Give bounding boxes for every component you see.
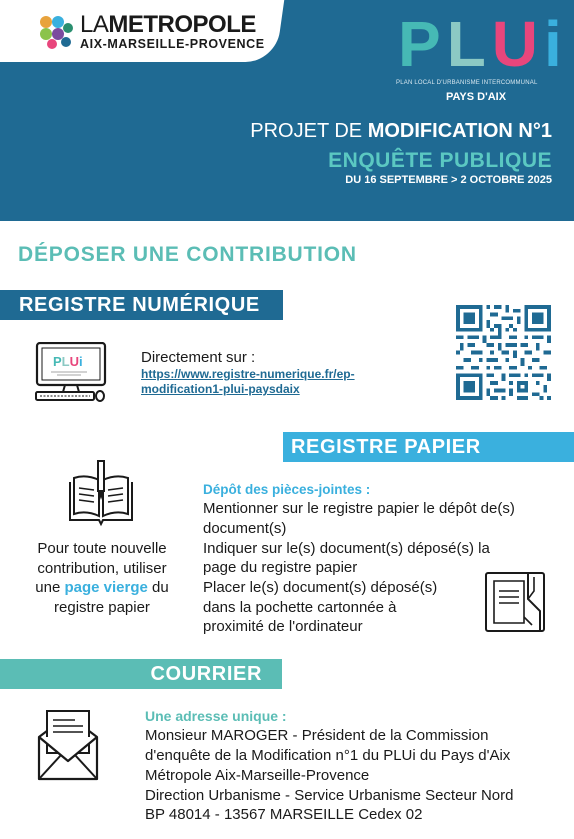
enquete-title: ENQUÊTE PUBLIQUE [328, 149, 552, 172]
registre-link-line2[interactable]: modification1-plui-paysdaix [141, 382, 300, 396]
new-contribution-line3: une page vierge du [35, 579, 169, 596]
new-contribution-text [22, 539, 182, 617]
depot-step-line: proximité de l'ordinateur [203, 618, 363, 635]
depot-step-line: Placer le(s) document(s) déposé(s) [203, 579, 438, 596]
depot-title: Dépôt des pièces-jointes : [203, 482, 371, 497]
envelope-letter-icon [35, 707, 101, 783]
depot-step-line: Mentionner sur le registre papier le dépôt de(s) [203, 500, 515, 517]
section-heading-courrier: COURRIER [0, 659, 282, 689]
new-contribution-line4: registre papier [54, 598, 150, 616]
depot-step-line: dans la pochette cartonnée à [203, 599, 397, 616]
plui-logo: PLUi [398, 8, 568, 80]
book-pen-icon [66, 458, 136, 528]
depot-step-line: Indiquer sur le(s) document(s) déposé(s) la [203, 540, 490, 557]
address-line: Métropole Aix-Marseille-Provence [145, 767, 370, 784]
depot-step-line: page du registre papier [203, 559, 358, 576]
project-title: PROJET DE MODIFICATION N°1 [250, 120, 552, 142]
qr-code-icon[interactable] [455, 305, 552, 400]
address-title: Une adresse unique : [145, 708, 287, 724]
section-heading-numerique: REGISTRE NUMÉRIQUE [0, 290, 283, 320]
address-line: Monsieur MAROGER - Président de la Commission [145, 727, 489, 744]
address-line: d'enquête de la Modification n°1 du PLUi du Pays d'Aix [145, 747, 511, 764]
registre-link[interactable] [141, 367, 401, 397]
plui-territory: PAYS D'AIX [445, 91, 507, 103]
new-contribution-line2: contribution, utiliser [37, 559, 167, 577]
plui-description: PLAN LOCAL D'URBANISME INTERCOMMUNAL [396, 80, 538, 86]
org-name: LAMETROPOLE [80, 11, 256, 38]
svg-text:PLUi: PLUi [53, 354, 83, 369]
page-vierge-highlight: page vierge [64, 579, 148, 596]
new-contribution-line1: Pour toute nouvelle [37, 540, 167, 557]
address-line: Direction Urbanisme - Service Urbanisme Secteur Nord [145, 787, 514, 804]
registre-intro: Directement sur : [141, 349, 256, 366]
enquete-dates: DU 16 SEPTEMBRE > 2 OCTOBRE 2025 [345, 174, 552, 186]
header-banner [0, 0, 574, 221]
depot-step-line: document(s) [203, 520, 287, 537]
computer-icon [35, 342, 107, 402]
registre-link-line1[interactable]: https://www.registre-numerique.fr/ep- [141, 367, 355, 381]
page-title: DÉPOSER UNE CONTRIBUTION [18, 243, 357, 266]
folder-document-icon [484, 571, 548, 635]
address-line: BP 48014 - 13567 MARSEILLE Cedex 02 [145, 806, 423, 823]
metropole-logo-icon [38, 14, 74, 50]
org-subtitle: AIX-MARSEILLE-PROVENCE [80, 37, 265, 51]
section-heading-papier: REGISTRE PAPIER [283, 432, 574, 462]
